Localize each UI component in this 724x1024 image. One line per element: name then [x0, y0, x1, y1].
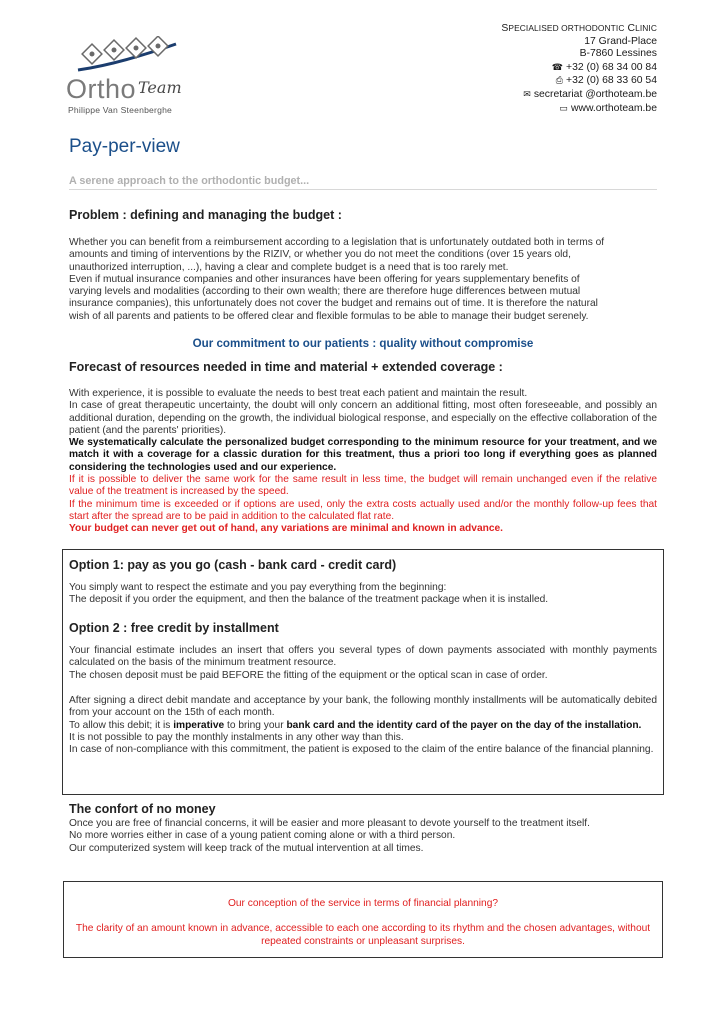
- page-subtitle: A serene approach to the orthodontic budget...: [69, 175, 310, 187]
- confort-text: [69, 818, 657, 855]
- web-line: [501, 102, 657, 116]
- option2-paragraph: Your financial estimate includes an insert that offers you several types of down payments associated with monthly payments calculated on the basis of the minimum treatment resource.: [69, 645, 657, 669]
- website-link[interactable]: www.orthoteam.be: [570, 102, 657, 114]
- option1-text: [69, 582, 657, 607]
- option1-line: You simply want to respect the estimate and you pay everything from the beginning:: [69, 582, 447, 593]
- forecast-red-paragraph: If the minimum time is exceeded or if options are used, only the extra costs actually used and/or the monthly follow-up fees that start after the spread are to be paid in addition to the calculated flat rate.: [69, 498, 657, 522]
- forecast-heading: Forecast of resources needed in time and material + extended coverage :: [69, 360, 503, 374]
- forecast-bold-paragraph: We systematically calculate the personalized budget corresponding to the minimum resource for your treatment, and we match it with a coverage for a classic duration for this treatment, thus a priori too long if everything goes as planned considering the technologies used and our experience.: [69, 437, 657, 473]
- clinic-name: SPECIALISED ORTHODONTIC CLINIC: [501, 23, 657, 34]
- option2-paragraph: In case of non-compliance with this commitment, the patient is exposed to the claim of the entire balance of the financial planning.: [69, 744, 654, 756]
- forecast-red-bold-paragraph: Your budget can never get out of hand, any variations are minimal and known in advance.: [69, 523, 503, 535]
- subtitle-divider: [69, 189, 657, 190]
- contact-block: [501, 22, 657, 115]
- ortho-team-logo: [66, 26, 196, 116]
- confort-line: Once you are free of financial concerns, it will be easier and more pleasant to devote yourself to the treatment itself.: [69, 818, 590, 829]
- phone-number: +32 (0) 68 34 00 84: [566, 61, 657, 73]
- phone-icon: ☎: [551, 61, 563, 72]
- problem-line: insurance companies), this unfortunately does not cover the budget and remains out of time. It is therefore the natural: [69, 298, 598, 310]
- confort-line: No more worries either in case of a young patient coming alone or with a third person.: [69, 830, 456, 842]
- option2-imperative-paragraph: To allow this debit; it is imperative to bring your bank card and the identity card of the payer on the day of the installation.: [69, 719, 642, 731]
- option2-text-a: [69, 645, 657, 682]
- forecast-paragraph: With experience, it is possible to evaluate the needs to best treat each patient and maintain the result.: [69, 388, 528, 399]
- confort-line: Our computerized system will keep track of the mutual intervention at all times.: [69, 842, 424, 854]
- conception-box: [63, 881, 663, 958]
- problem-line: Even if mutual insurance companies and other insurances have been offering for years supplementary benefits of: [69, 273, 580, 285]
- option2-text-b: [69, 695, 657, 756]
- email-link[interactable]: secretariat @orthoteam.be: [533, 88, 657, 100]
- problem-text: [69, 237, 657, 323]
- confort-heading: The confort of no money: [69, 802, 216, 816]
- street-address: 17 Grand-Place: [584, 35, 657, 47]
- logo-diamonds-icon: [76, 36, 186, 72]
- logo-team-script: Team: [138, 78, 182, 97]
- option1-heading: Option 1: pay as you go (cash - bank card - credit card): [69, 558, 397, 572]
- city-address: B-7860 Lessines: [579, 48, 657, 60]
- computer-icon: ▭: [559, 102, 568, 113]
- fax-number: +32 (0) 68 33 60 54: [566, 75, 657, 87]
- logo-owner: Philippe Van Steenberghe: [68, 105, 173, 115]
- problem-heading: Problem : defining and managing the budget :: [69, 208, 342, 222]
- problem-line: wish of all parents and patients to be offered clear and flexible formulas to be able to manage their budget serenely.: [69, 310, 589, 322]
- commitment-heading: Our commitment to our patients : quality without compromise: [192, 337, 534, 350]
- forecast-red-paragraph: If it is possible to deliver the same work for the same result in less time, the budget will remain unchanged even if the relative value of the treatment is increased by the speed.: [69, 474, 657, 498]
- fax-line: [501, 74, 657, 88]
- logo-mark-1: [82, 44, 102, 64]
- problem-line: Whether you can benefit from a reimbursement according to a legislation that is unfortunately outdated both in terms of: [69, 237, 605, 248]
- page-title: Pay-per-view: [69, 136, 180, 157]
- option2-paragraph: The chosen deposit must be paid BEFORE the fitting of the equipment or the optical scan in case of order.: [69, 669, 548, 681]
- forecast-text: [69, 388, 657, 536]
- option2-paragraph: After signing a direct debit mandate and acceptance by your bank, the following monthly installments will be automatically debited from your account on the 15th of each month.: [69, 695, 657, 719]
- conception-question: Our conception of the service in terms of financial planning?: [227, 898, 499, 909]
- problem-line: amounts and timing of interventions by the RIZIV, or whether you do not meet the conditions (over 15 years old,: [69, 249, 571, 261]
- option1-line: The deposit if you order the equipment, and then the balance of the treatment package when it is installed.: [69, 594, 549, 606]
- logo-mark-2: [104, 40, 124, 60]
- problem-line: varying levels and modalities (according to their own wealth; there are therefore huge differences between mutual: [69, 286, 581, 298]
- email-line: [501, 88, 657, 102]
- logo-brand: Ortho: [66, 74, 137, 104]
- envelope-icon: ✉: [523, 88, 531, 99]
- option2-heading: Option 2 : free credit by installment: [69, 621, 279, 635]
- fax-icon: ⎙: [555, 75, 563, 86]
- option2-paragraph: It is not possible to pay the monthly instalments in any other way than this.: [69, 731, 404, 743]
- phone-line: [501, 61, 657, 75]
- forecast-paragraph: In case of great therapeutic uncertainty, the doubt will only concern an additional fitting, most often foreseeable, and possibly an additional duration, depending on the growth, the individual biological response, and especially on the effective collaboration of the patient (and the parents' priorities).: [69, 400, 657, 436]
- conception-answer: The clarity of an amount known in advance, accessible to each one according to its rhythm and the chosen advantages, without repeated constraints or unpleasant surprises.: [75, 923, 651, 947]
- problem-line: unauthorized interruption, ...), having a clear and complete budget is a need that is too rarely met.: [69, 261, 509, 273]
